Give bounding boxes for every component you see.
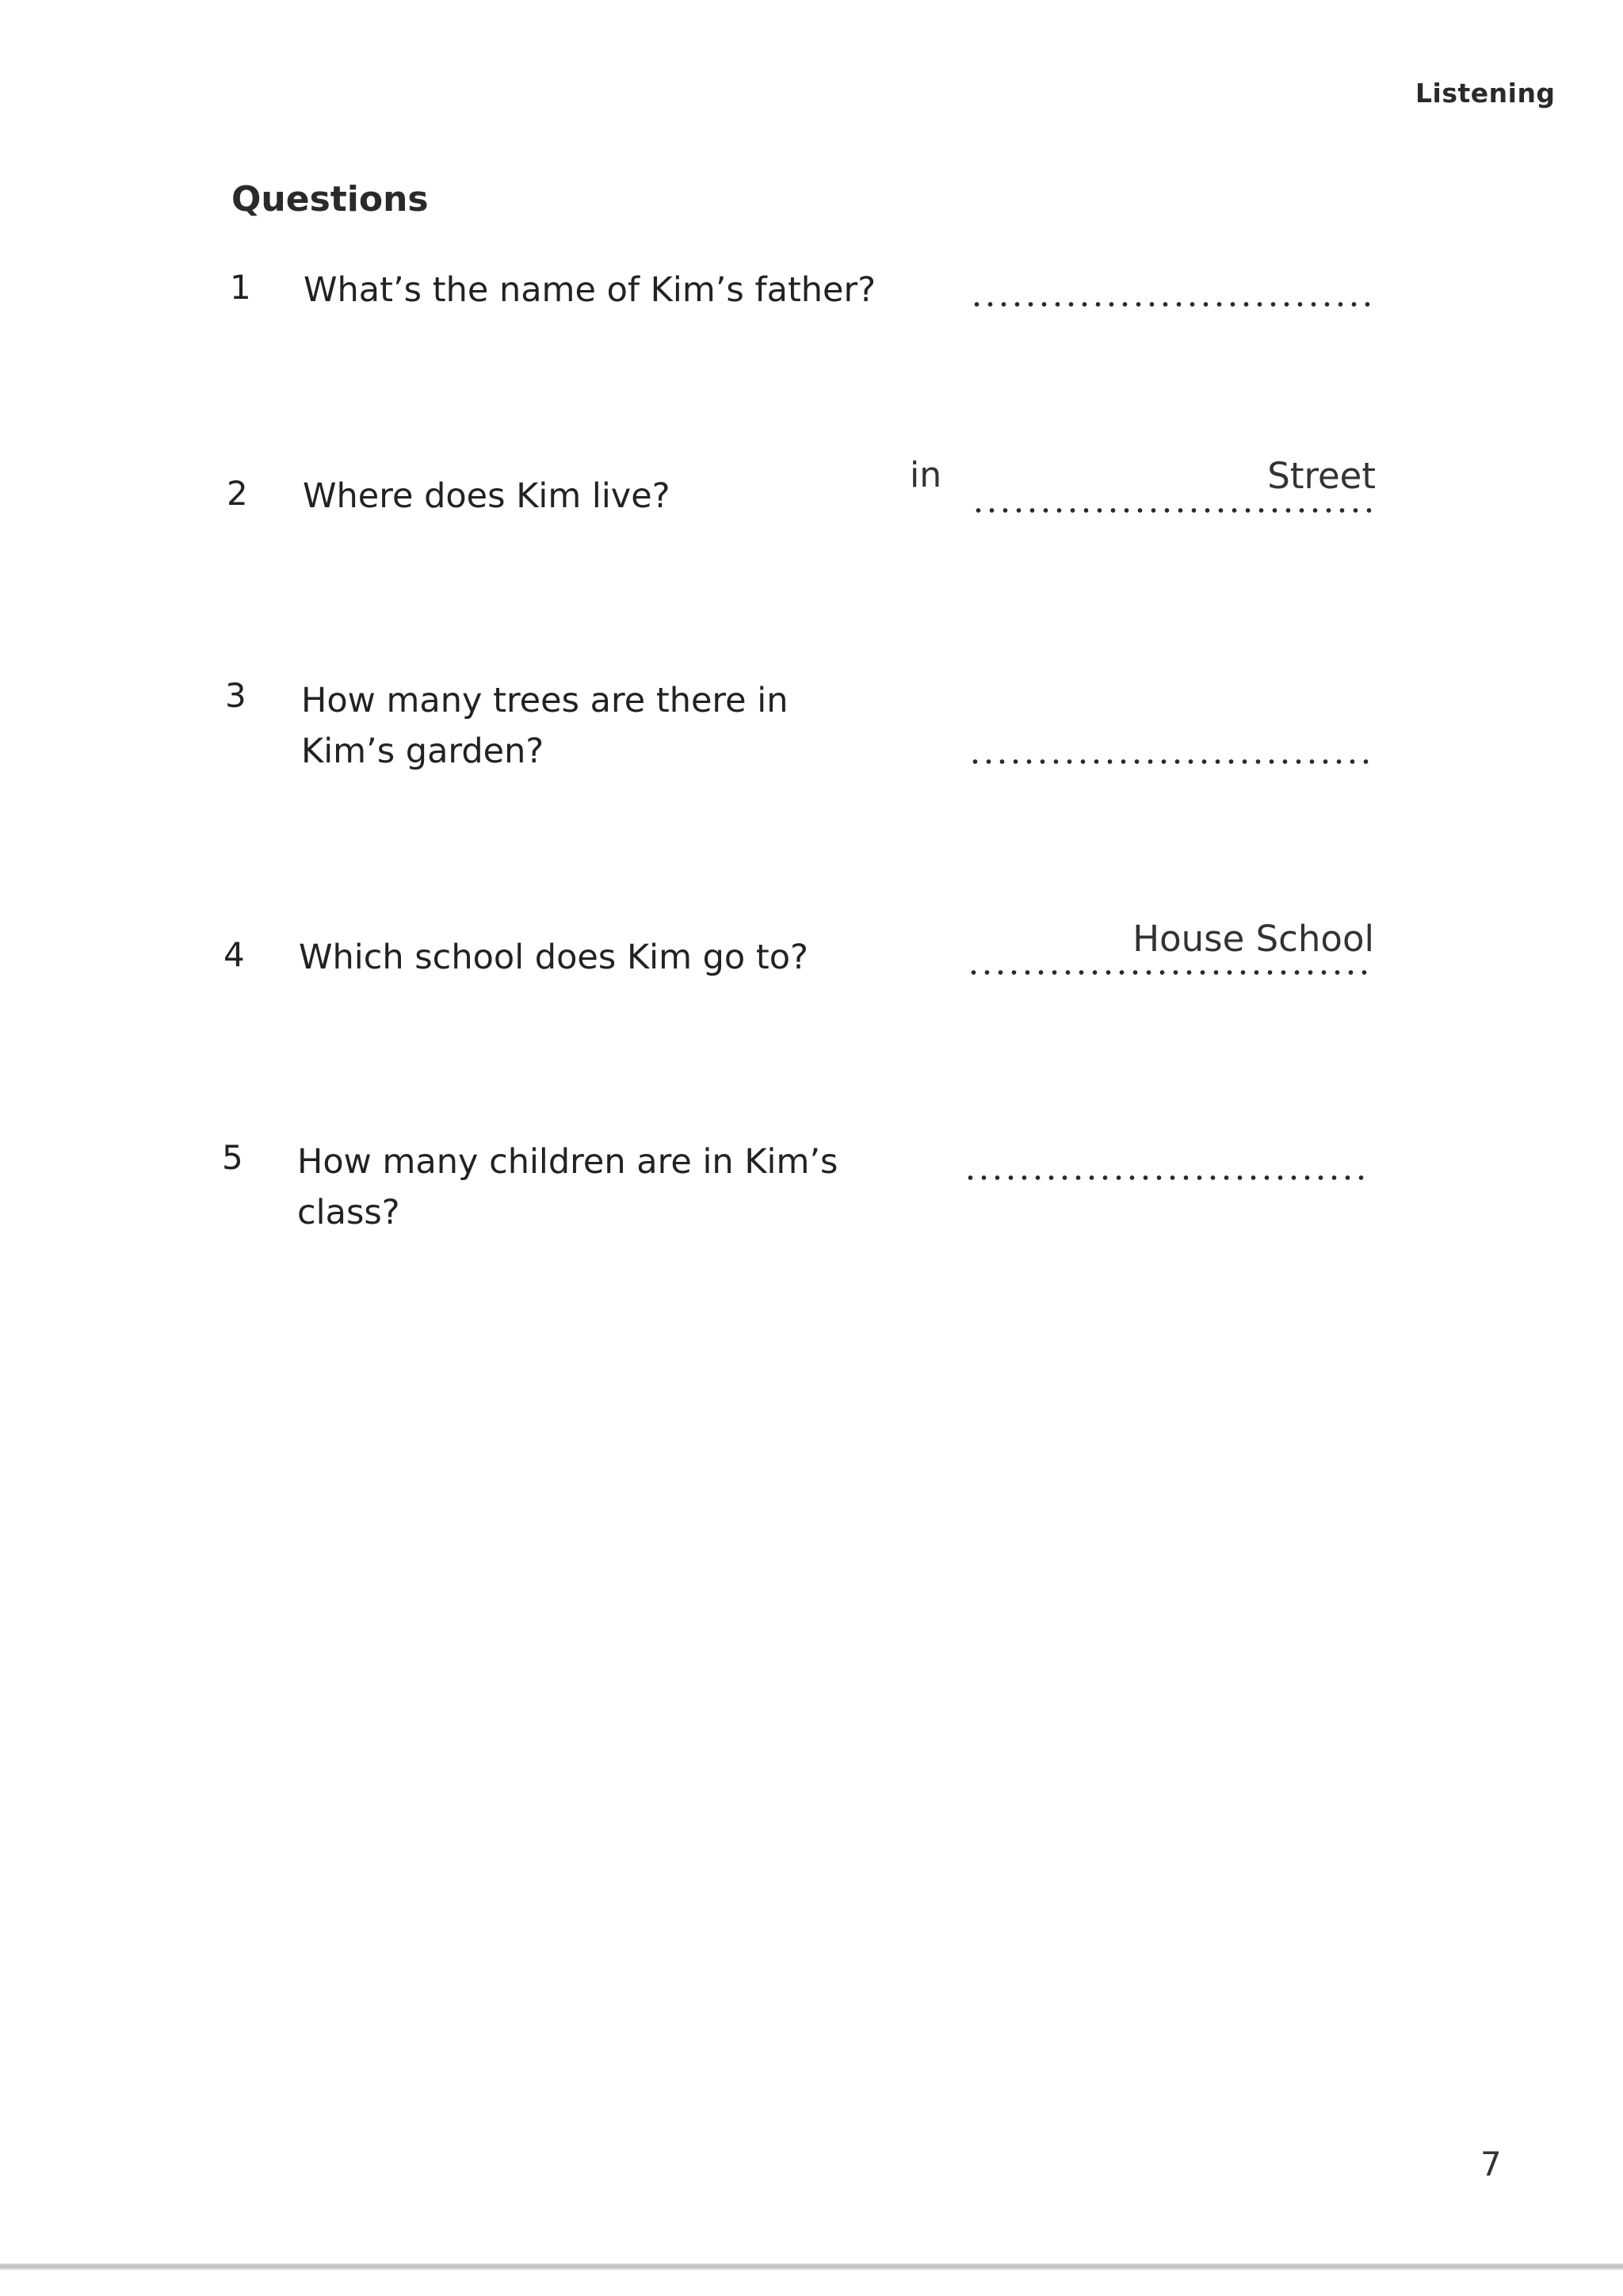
question-2-answer-prefix: in [910,455,942,495]
question-1-number: 1 [230,268,251,307]
question-3-answer-line[interactable] [968,758,1373,765]
questions-heading: Questions [231,179,429,220]
question-4-answer-line[interactable] [967,969,1371,976]
question-4-text: Which school does Kim go to? [299,938,808,977]
question-2-number: 2 [227,474,248,513]
question-4-number: 4 [223,935,245,974]
question-2-answer-line[interactable] [972,507,1376,514]
page-number: 7 [1480,2145,1502,2183]
question-5-text: How many children are in Kim’s class? [297,1142,838,1232]
question-4-answer-suffix: House School [1132,918,1374,960]
section-label: Listening [1415,78,1556,109]
question-3-number: 3 [225,676,246,715]
question-2-answer-suffix: Street [1267,455,1376,497]
question-5-number: 5 [222,1138,243,1177]
question-1-answer-line[interactable] [970,301,1374,308]
question-5-answer-line[interactable] [964,1175,1368,1181]
footer-rule [0,2264,1623,2270]
question-2-text: Where does Kim live? [303,476,670,516]
question-1-text: What’s the name of Kim’s father? [304,270,876,310]
question-3-text: How many trees are there in Kim’s garden? [301,681,789,771]
